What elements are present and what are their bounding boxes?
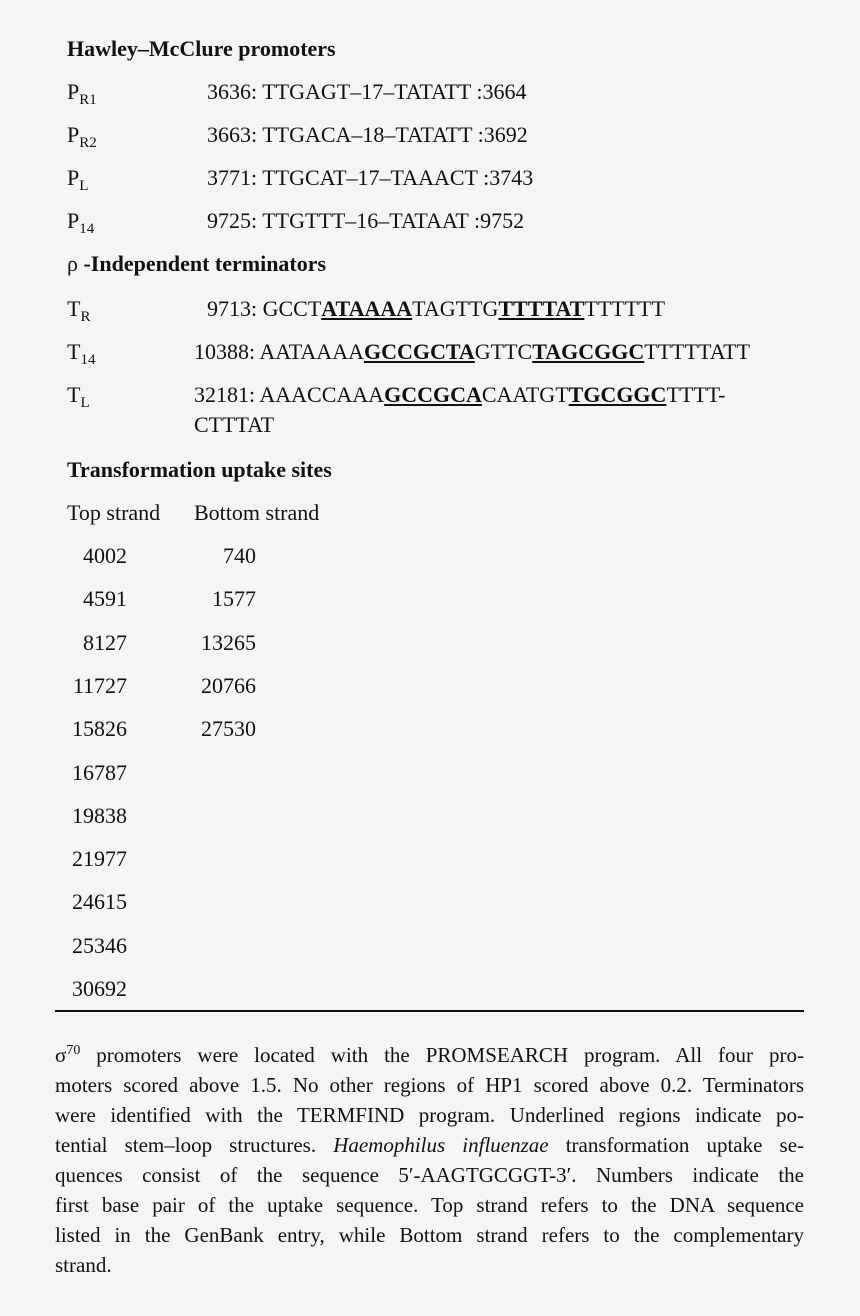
bottom-strand-value: 740	[223, 543, 256, 568]
promoter-label: $P_{R1}$	[67, 79, 97, 108]
promoter-sequence: 3636: TTGAGT–17–TATATT :3664	[207, 79, 527, 104]
top-strand-value: 21977	[72, 846, 127, 872]
footnote-line: moters scored above 1.5. No other regions of HP1 scored above 0.2. Terminators	[55, 1073, 804, 1097]
top-strand-value: 25346	[72, 932, 127, 958]
promoter-sequence: 9725: TTGTTT–16–TATAAT :9752	[207, 208, 525, 233]
species-name: Haemophilus influenzae	[333, 1133, 549, 1157]
footnote-line: listed in the GenBank entry, while Bottom strand refers to the complementary	[55, 1223, 804, 1247]
terminator-label: $T_L$	[67, 382, 90, 411]
terminator-sequence-continuation: CTTTAT	[194, 412, 275, 437]
table-footnote	[55, 1040, 804, 1280]
promoters-heading: Hawley–McClure promoters	[67, 36, 336, 61]
footnote-line: quences consist of the sequence 5′-AAGTGCGGT-3′. Numbers indicate the	[55, 1163, 804, 1187]
top-strand-value: 8127	[83, 629, 127, 655]
terminator-sequence: 9713: GCCTATAAAATAGTTGTTTTATTTTTTT	[207, 296, 666, 321]
bottom-strand-value: 13265	[201, 629, 256, 655]
top-strand-value: 24615	[72, 889, 127, 915]
top-strand-value: 4002	[83, 543, 127, 568]
bottom-strand-header: Bottom strand	[194, 500, 320, 525]
sigma-superscript: 70	[66, 1043, 81, 1058]
promoter-sequence: 3663: TTGACA–18–TATATT :3692	[207, 122, 528, 147]
table-rule	[55, 1010, 804, 1012]
top-strand-value: 16787	[72, 759, 127, 785]
terminators-heading: ρ -Independent terminators	[67, 251, 327, 276]
promoter-label: $P_{R2}$	[67, 122, 97, 151]
rho-symbol: ρ	[67, 251, 78, 276]
footnote-line: $\sigma^{70}$ promoters were located with the PROMSEARCH program. All four pro-	[55, 1043, 804, 1067]
top-strand-value: 4591	[83, 586, 127, 612]
promoter-label: $P_{14}$	[67, 208, 95, 237]
terminator-label: $T_R$	[67, 296, 91, 325]
bottom-strand-value: 20766	[201, 672, 256, 698]
top-strand-value: 11727	[72, 672, 127, 698]
top-strand-header: Top strand	[67, 500, 161, 525]
sigma-symbol: σ	[55, 1043, 67, 1067]
promoter-sequence: 3771: TTGCAT–17–TAAACT :3743	[207, 165, 534, 190]
terminator-label: $T_{14}$	[67, 339, 96, 368]
bottom-strand-value: 1577	[212, 586, 256, 612]
top-strand-value: 15826	[72, 716, 127, 742]
promoter-label: $P_L$	[67, 165, 89, 194]
top-strand-value: 19838	[72, 802, 127, 828]
bottom-strand-value: 27530	[201, 716, 256, 742]
terminator-sequence: 32181: AAACCAAAGCCGCACAATGTTGCGGCTTTT-	[194, 382, 726, 407]
footnote-line: were identified with the TERMFIND program. Underlined regions indicate po-	[55, 1103, 804, 1127]
top-strand-value: 30692	[72, 976, 127, 1001]
footnote-line: first base pair of the uptake sequence. Top strand refers to the DNA sequence	[55, 1193, 804, 1217]
uptake-heading: Transformation uptake sites	[67, 457, 332, 482]
terminator-sequence: 10388: AATAAAAGCCGCTAGTTCTAGCGGCTTTTTATT	[194, 339, 751, 364]
footnote-line: strand.	[55, 1253, 112, 1277]
footnote-line: tential stem–loop structures. Haemophilus influenzae transformation uptake se-	[55, 1133, 805, 1157]
